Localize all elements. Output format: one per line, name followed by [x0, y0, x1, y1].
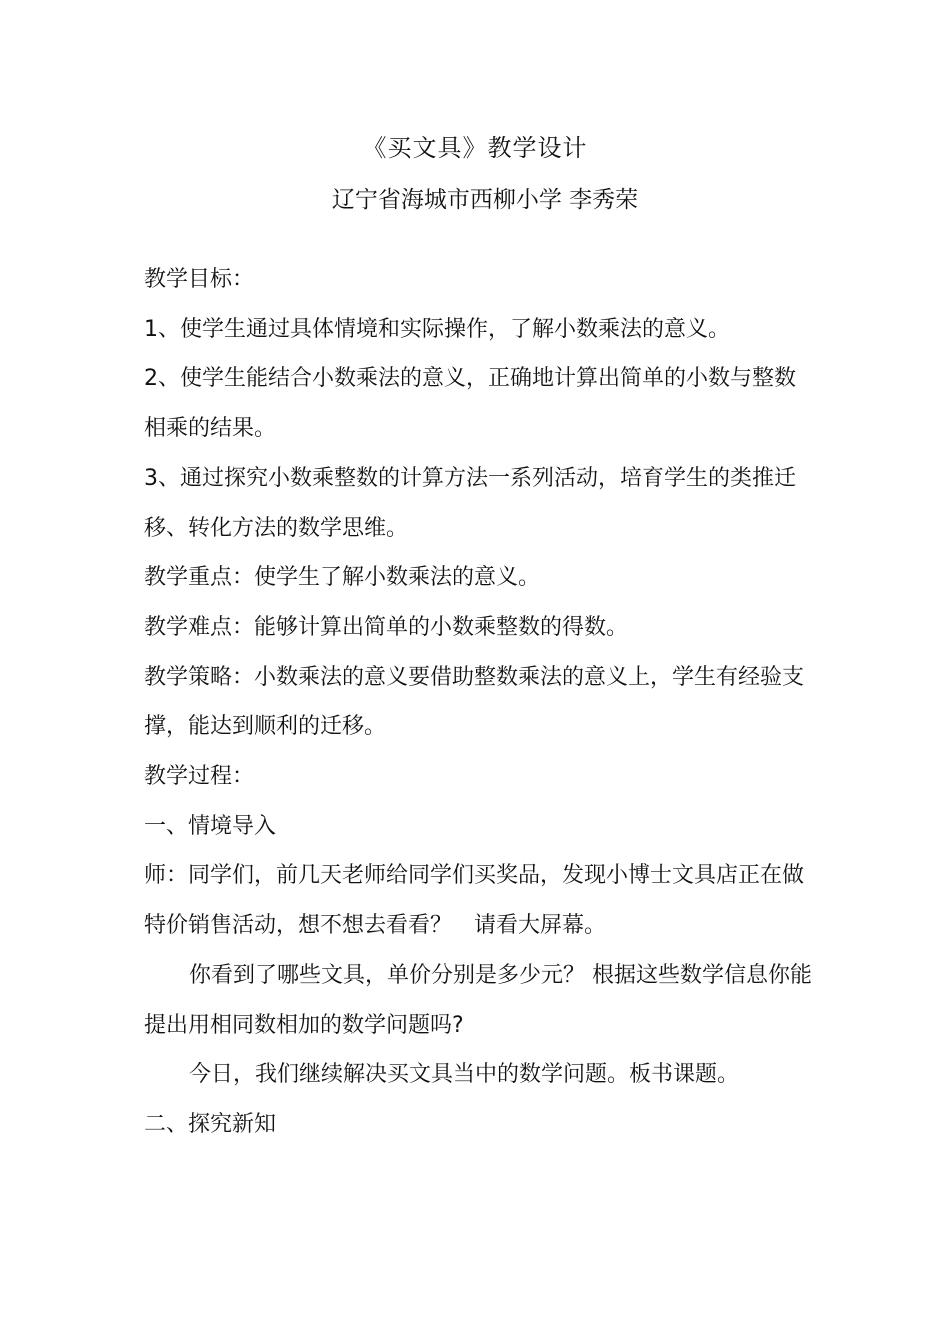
- paragraph-goal-2: 2、使学生能结合小数乘法的意义，正确地计算出简单的小数与整数相乘的结果。: [144, 366, 796, 442]
- paragraph-goal-1: 1、使学生通过具体情境和实际操作，了解小数乘法的意义。: [144, 316, 730, 342]
- paragraph-question: 你看到了哪些文具，单价分别是多少元？ 根据这些数学信息你能提出用相同数相加的数学问题吗?: [144, 962, 812, 1038]
- paragraph-difficulty: 教学难点：能够计算出简单的小数乘整数的得数。: [144, 614, 629, 640]
- document-author: 辽宁省海城市西柳小学 李秀荣: [331, 187, 639, 213]
- section-heading-introduction: 一、情境导入: [144, 813, 277, 839]
- paragraph-key-point: 教学重点：使学生了解小数乘法的意义。: [144, 565, 541, 591]
- document-title: 《买文具》教学设计: [362, 134, 588, 162]
- document-body: [144, 255, 814, 1150]
- paragraph-teaching-goals-heading: 教学目标：: [144, 267, 255, 292]
- paragraph-teacher-intro: 师：同学们，前几天老师给同学们买奖品，发现小博士文具店正在做特价销售活动，想不想去看看？ 请看大屏幕。: [144, 863, 805, 939]
- paragraph-goal-3: 3、通过探究小数乘整数的计算方法一系列活动，培育学生的类推迁移、转化方法的数学思维。: [144, 465, 796, 541]
- paragraph-process-heading: 教学过程：: [144, 764, 255, 790]
- paragraph-strategy: 教学策略：小数乘法的意义要借助整数乘法的意义上，学生有经验支撑，能达到顺利的迁移。: [144, 664, 805, 740]
- paragraph-today: 今日，我们继续解决买文具当中的数学问题。板书课题。: [189, 1062, 740, 1088]
- section-heading-explore: 二、探究新知: [144, 1111, 277, 1137]
